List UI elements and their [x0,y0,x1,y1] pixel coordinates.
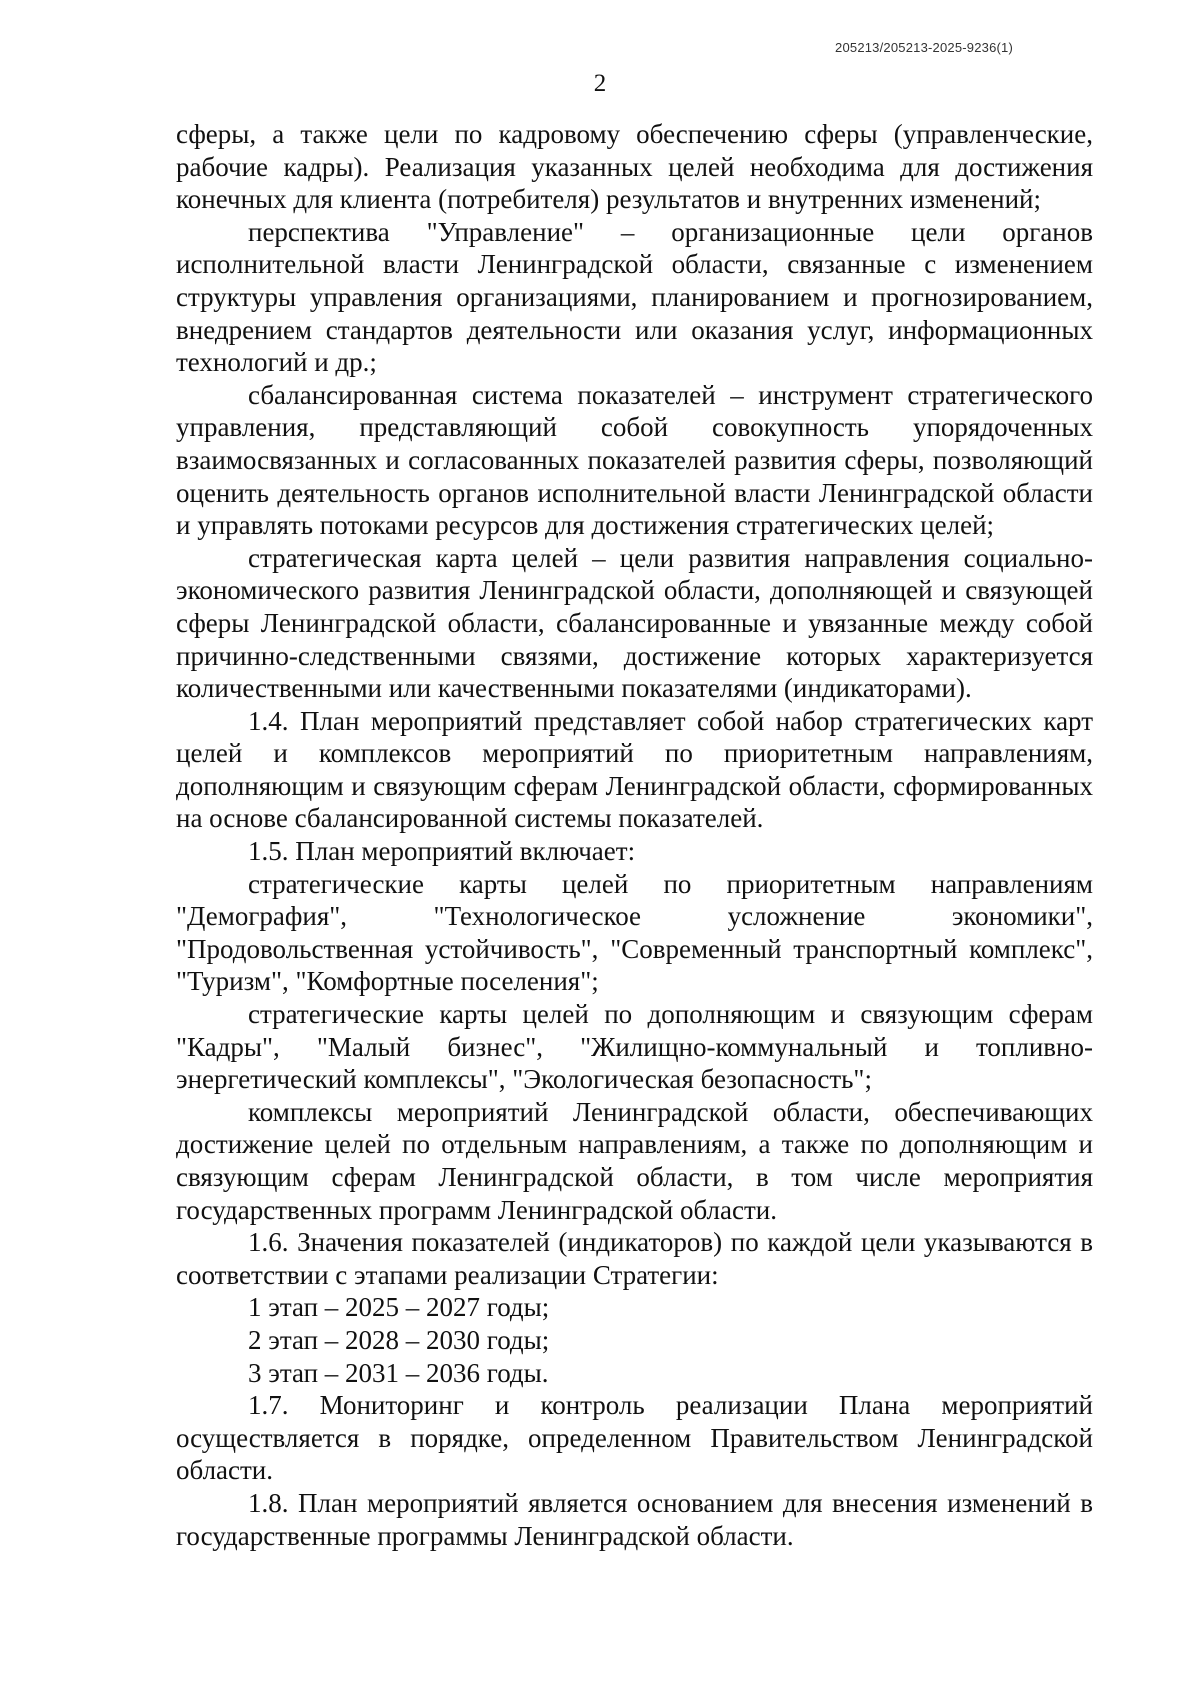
paragraph-1-8: 1.8. План мероприятий является основанием для внесения изменений в государственные программы Ленинградской области. [176,1487,1093,1551]
paragraph-1-5: 1.5. План мероприятий включает: [248,836,636,867]
paragraph-balanced-scorecard: сбалансированная система показателей – инструмент стратегического управления, представляющий собой совокупность упорядоченных взаимосвязанных и согласованных показателей развития сферы, позволяющий оценить деятельность органов исполнительной власти Ленинградской области и управлять потоками ресурсов для достижения стратегических целей; [176,379,1093,541]
page-number: 2 [593,70,607,97]
paragraph-supporting-maps: стратегические карты целей по дополняющим и связующим сферам "Кадры", "Малый бизнес", "Жилищно-коммунальный и топливно-энергетический комплексы", "Экологическая безопасность"; [176,999,1093,1095]
document-id: 205213/205213-2025-9236(1) [835,40,1013,55]
list-item-stage-3: 3 этап – 2031 – 2036 годы. [248,1357,549,1388]
document-body [176,118,1093,1552]
list-item-stage-1: 1 этап – 2025 – 2027 годы; [248,1292,550,1323]
list-item-stage-2: 2 этап – 2028 – 2030 годы; [248,1324,550,1355]
paragraph-priority-maps: стратегические карты целей по приоритетным направлениям "Демография", "Технологическое усложнение экономики", "Продовольственная устойчивость", "Современный транспортный комплекс", "Туризм", "Комфортные поселения"; [176,868,1093,997]
paragraph-1-7: 1.7. Мониторинг и контроль реализации Плана мероприятий осуществляется в порядке, определенном Правительством Ленинградской области. [176,1390,1093,1486]
paragraph-continuation: сферы, а также цели по кадровому обеспечению сферы (управленческие, рабочие кадры). Реализация указанных целей необходима для достижения конечных для клиента (потребителя) результатов и внутренних изменений; [176,119,1093,215]
paragraph-management-perspective: перспектива "Управление" – организационные цели органов исполнительной власти Ленинградской области, связанные с изменением структуры управления организациями, планированием и прогнозированием, внедрением стандартов деятельности или оказания услуг, информационных технологий и др.; [176,216,1093,378]
paragraph-1-6: 1.6. Значения показателей (индикаторов) по каждой цели указываются в соответствии с этапами реализации Стратегии: [176,1227,1093,1290]
paragraph-action-complexes: комплексы мероприятий Ленинградской области, обеспечивающих достижение целей по отдельным направлениям, а также по дополняющим и связующим сферам Ленинградской области, в том числе мероприятия государственных программ Ленинградской области. [176,1096,1093,1225]
paragraph-1-4: 1.4. План мероприятий представляет собой набор стратегических карт целей и комплексов мероприятий по приоритетным направлениям, дополняющим и связующим сферам Ленинградской области, сформированных на основе сбалансированной системы показателей. [176,705,1093,834]
paragraph-strategy-map: стратегическая карта целей – цели развития направления социально-экономического развития Ленинградской области, дополняющей и связующей сферы Ленинградской области, сбалансированные и увязанные между собой причинно-следственными связями, достижение которых характеризуется количественными или качественными показателями (индикаторами). [176,542,1093,704]
